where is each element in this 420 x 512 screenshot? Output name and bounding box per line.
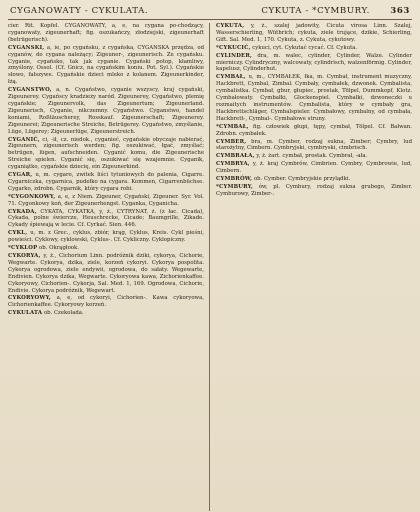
dictionary-entry	[8, 45, 204, 86]
entry-headword: CYMBAŁ,	[216, 74, 246, 81]
entry-text: CYKATA, CYKATKA, y, ż., CYTRYNAT, ż. (z łac. Cicada), Cykada, polne świercze, Heuschrecke, Cicade; Baumgrille, Zikade. Cykady śpiewają w lecie. Cf. Cyrkać. Sien. 446.	[8, 208, 204, 229]
dictionary-entry	[216, 139, 412, 153]
page-number: 363	[390, 6, 410, 16]
entry-headword: CYKL,	[8, 230, 28, 237]
entry-text: ów, pl. Cymbury, rodzaj sukna grubego, Zimber. Cymburowy, Zimber-.	[216, 183, 412, 197]
entry-headword: CYGANIĆ,	[8, 136, 40, 143]
dictionary-entry	[8, 87, 204, 135]
entry-text: u, m. cygaro, zwitek liści tytuniowych do palenia, Cigarre. Cygarniczka, cygarnica, pudełko na cygara. Kommen, Cigarrenbüchse. Cygarko, zdrobn. Cygarnik, który cygara robi.	[8, 172, 204, 192]
dictionary-entry	[8, 137, 204, 172]
entry-text: cier. Rit. Kopfel. CYGANOWATY, a, e, na cygana po-chodzący, cyganowaty, zigeunerhaft; fig. oszukańczy, złodziejski, zigeunerhaft (betrügerisch).	[8, 23, 204, 43]
entry-text: cykuci, cyt. Cykutać cycać. Cf. Cykuta.	[252, 44, 358, 51]
entry-headword: *CYGONKOWY,	[8, 193, 56, 200]
dictionary-entry	[8, 209, 204, 230]
entry-text: u, m. z Grec., cyklus, zbiór, krąg, Cyklus, Kreis. Cykl pieśni, powieści. Cyklowy, cyklowski, Cyklus-. Cf. Cykliczny. Cyklopiczny.	[8, 230, 204, 244]
entry-text: ob. Cymber. Cymbryjskie przylądki.	[253, 176, 351, 183]
entry-text: y, ż. żart. cymbał, prostak. Cymbrał, -ała.	[256, 153, 368, 160]
entry-text: ob. Okrągłook.	[39, 245, 79, 252]
entry-text: a, n. Cygaństwo, cyganie wszyscy, kraj cygański, Zigeunerey. Cygańscy kradzieży naród. Zigeunerey, Cygaństwo, plemię cygańskie; Zigeunervolk, das Zigeunertum; Zigeunerland. Zigeunerisch, Cyganie, nikczemny. Cygaństwo. Cyganstwo, handel koniami, Roßtäuscherey, Rosskauf. Zigeunerschaft; Zigeunerey. Zigeunerei; Zigeunerische Streiche, Betrügerey. Cygaństwo, zmyślanie, Lüge, Lügerey; Zigeunerlüge, Zigeunerstreich.	[8, 87, 204, 135]
entry-headword: CYKORYOWY,	[8, 295, 51, 302]
dictionary-entry	[216, 176, 412, 183]
entry-headword: CYKADA,	[8, 208, 37, 215]
dictionary-entry	[216, 23, 412, 44]
header-left: CYGANOWATY - CYKULATA.	[10, 6, 149, 16]
left-column	[8, 23, 209, 511]
dictionary-entry	[8, 253, 204, 294]
entry-text: dra, m. walec, cylinder, Cylinder, Walze. Cylinder mierniczy. Cylindryczny, walcowaty, cylindrisch, walzenförmig. Cylinder, kapelusz, Cylinderhut.	[216, 52, 412, 73]
dictionary-entry	[216, 124, 412, 138]
entry-headword: CYGANSKI,	[8, 44, 45, 51]
entry-text: a, e, od cykoryi, Cichorien-. Kawa cykoryowa, Cichorienkaffee. Cykoryowy korzeń.	[8, 295, 205, 309]
entry-text: y, ż., szalej jadowity, Cicuta virosa Linn. Szalej, Wasserschierling, Wüthrich; cykuta, ziele trujące, dzikie, Schierling, Gift. Sal. Med. 1, 170. Cykuta, z. Cykuta, cykutowy.	[216, 23, 412, 43]
entry-text: a, ie, po cygańsku, z cygańska, CYGANSKA przędza, od cyganów, do cygana należący; Zigeuner-, zigeunerisch. Ze cygańsku. Cyganie, cygańsko, tak jak cyganie. Cygański potop, kłamliwy, zmyślony. Ossol. (Cf. Gnicz, na cygańskim koniu. Pot. Syl.). Cygańskie słowo, fałszywe. Cygańskie dzieci mleko z kolanem. Zigeunerkinder, łżą.	[8, 44, 205, 86]
entry-headword: CYGAR,	[8, 172, 33, 179]
entry-headword: CYKULATA	[8, 310, 43, 317]
entry-headword: *CYKLOP	[8, 245, 38, 252]
entry-headword: CYMBRÓW,	[216, 176, 253, 183]
entry-headword: CYLINDER,	[216, 52, 253, 59]
dictionary-entry	[8, 295, 204, 309]
entry-headword: *CYMBAŁ,	[216, 123, 249, 130]
columns	[8, 23, 412, 511]
dictionary-entry	[8, 172, 204, 193]
dictionary-entry	[216, 45, 412, 52]
dictionary-entry	[8, 194, 204, 208]
dictionary-entry	[8, 23, 204, 44]
dictionary-entry	[216, 74, 412, 122]
dictionary-entry	[216, 53, 412, 74]
entry-headword: CYMBRYA,	[216, 161, 250, 168]
dictionary-entry	[8, 245, 204, 252]
header-right: CYKUTA - *CYMBURY.	[261, 6, 370, 16]
dictionary-entry	[8, 230, 204, 244]
dictionary-entry	[216, 184, 412, 198]
entry-text: u, m., CYMBAŁEK, łka, m. Cymbał, instrument muzyczny, Hackbrett, Cymbal, Zimbal. Cymbały, cymbałek, dzwonek. Cymbalista, cymbalistka. Cymbał, gbur, głupiec, prostak, Tölpel, Dummkopf, Klotz. Cymbałowaty. Cymbałki, Glockenspiel. Cymbałki, dzwoneczki u rozmaitych instrumentów. Cymbalista, który w cymbały gra, Hackbrettschläger, Cymbalspieler. Cymbałowy, cymbalny, od cymbała, Hackbrett-, Cymbal-. Cymbałowe struny.	[216, 74, 412, 122]
entry-text: y, ż., Cichorium Linn. podróżnik dziki, cykorya, Cichorie, Wegwarte. Cykorya, dzika, ziele, korzeń cykoryi. Cykorya pospolita. Cykorya ogrodowa, ziele endywii, ogrodowa, do sałaty. Wegewarte, Endivien. Cykorya dzika, Wegwarte. Cykoryowa kawa, Zichorienkaffee. Cykoryowy, Cichorien-. Cykorja, Sal. Med. 1, 169. Ogrodowa, Cichorie, Endivie. Cykorya podróżnik, Wegewart.	[8, 253, 204, 294]
entry-text: bra, m. Cymber, rodzaj sukna, Zimber; Cymbry, lud starożytny, Cimbern. Cymbryjski, cymbryski, cimbrisch.	[216, 138, 412, 152]
entry-headword: CYMBRAŁA,	[216, 153, 255, 160]
entry-headword: CYKUTA,	[216, 23, 245, 29]
entry-text: ci, -ił, cz. niedok., cyganieć, cygańskie obyczaje nabierać, Zigeunern, zigeunerisch werden; fig. oszukiwać, łgać, zmyślać; betrügen, lügen, aufschneiden. Cyganić komu, die Zigeunerische Streiche spielen. Cyganić się, oszukiwać się wzajemnie. Cyganik, cyganiątko, cygańskie dziecię, ein Zigeunerkind.	[8, 136, 205, 171]
right-column	[209, 23, 412, 511]
entry-headword: *CYMBURY,	[216, 183, 254, 190]
entry-text: y, ż. kraj Cymbrów, Cimbrien. Cymbry, Cymbrowie, lud, Cimbern.	[216, 161, 412, 175]
dictionary-entry	[216, 153, 412, 160]
entry-text: ob. Czekolada.	[43, 310, 84, 317]
entry-headword: CYGANSTWO,	[8, 87, 52, 94]
entry-headword: CYMBER,	[216, 138, 247, 145]
entry-text: a, e, z Niem. Zigeuner, Cygański, Zigeuner. Syr. Vol. 71. Cygonkowy koń, der Zigeunerhengst. Cyganka, Cyganicha.	[8, 193, 204, 207]
entry-headword: CYKORYA,	[8, 253, 41, 259]
running-header	[8, 6, 412, 20]
entry-headword: *CYKUCIĆ,	[216, 44, 251, 51]
entry-text: fig. człowiek głupi, tępy, cymbał, Tölpel. Cf. Bałwan. Zdrobn. cymbałek.	[216, 123, 412, 137]
dictionary-entry	[216, 161, 412, 175]
dictionary-entry	[8, 310, 204, 317]
